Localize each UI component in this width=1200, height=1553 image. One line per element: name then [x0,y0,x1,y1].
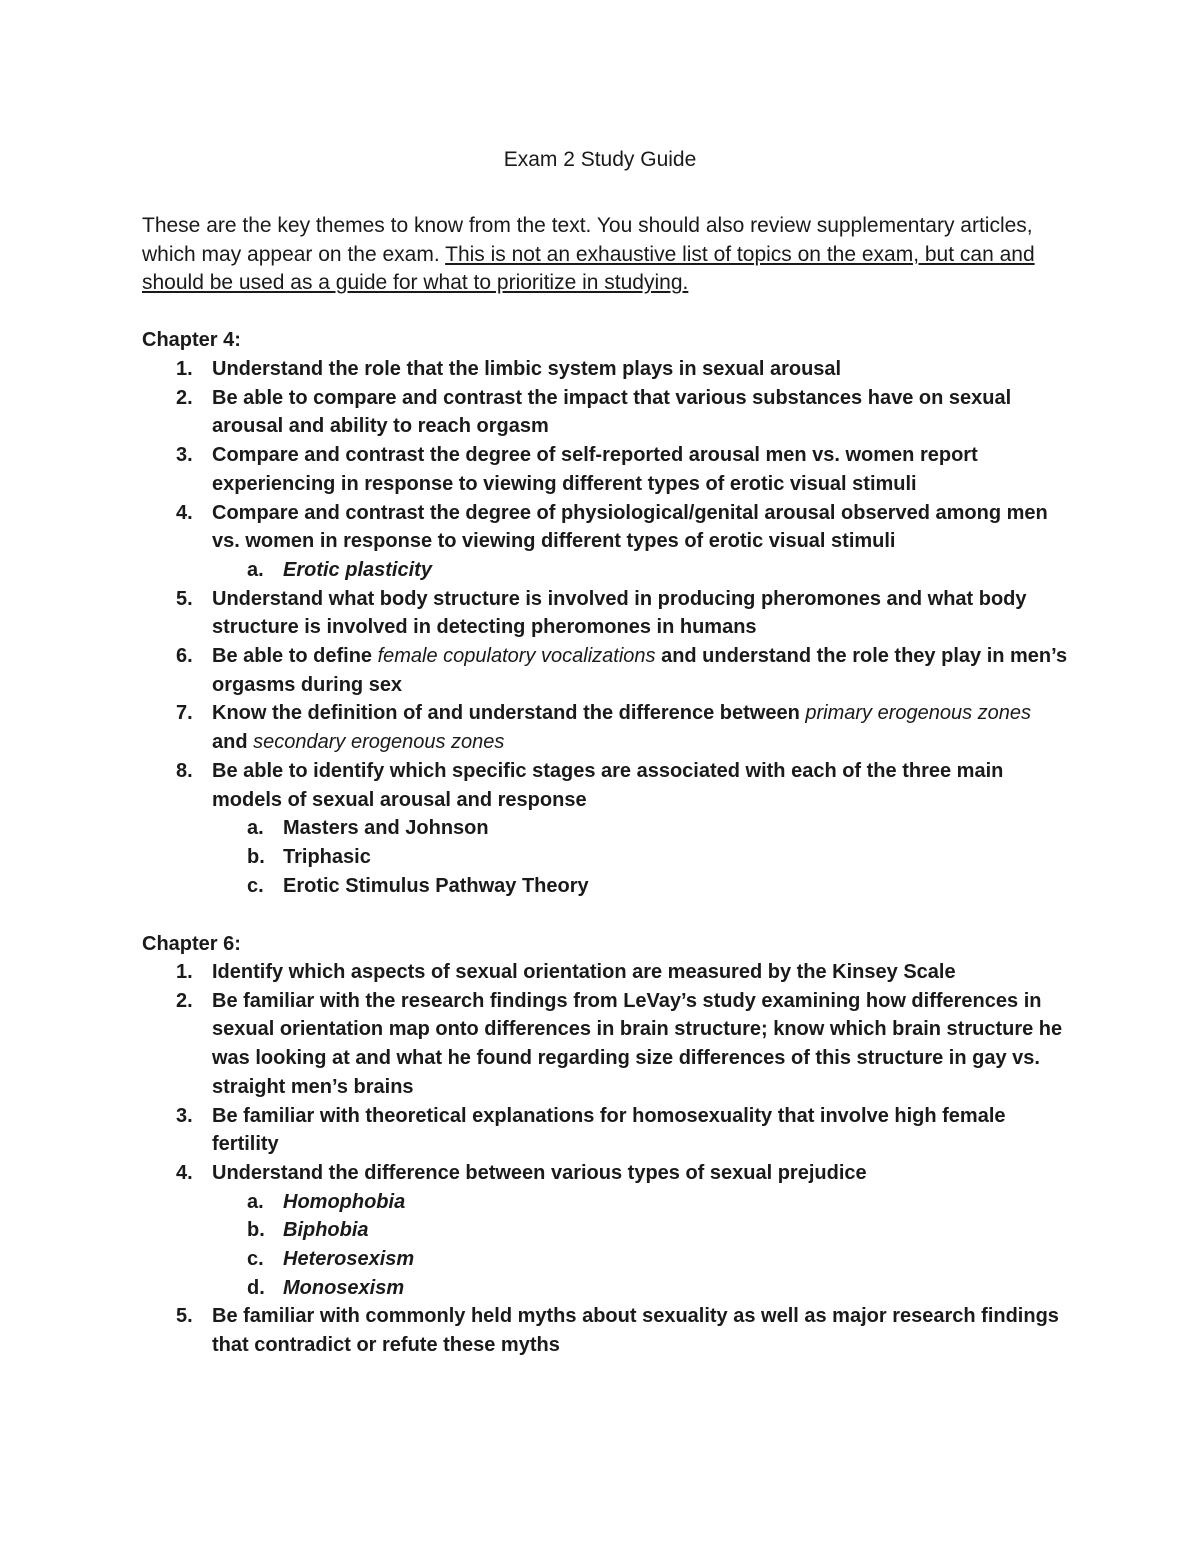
item-text-part: and [212,731,254,754]
item-text: Masters and Johnson [283,817,489,840]
item-text: Understand the difference between various types of sexual prejudice [212,1161,867,1184]
item-text: Erotic Stimulus Pathway Theory [283,874,589,897]
sub-list-item [142,872,1072,901]
item-text: Be familiar with theoretical explanations for homosexuality that involve high female fertility [212,1104,1006,1156]
item-text: Monosexism [283,1276,405,1299]
item-text: Erotic plasticity [283,558,432,581]
list-item [142,757,1072,814]
item-text: Compare and contrast the degree of self-reported arousal men vs. women report experiencing in response to viewing different types of erotic visual stimuli [212,444,978,495]
item-number: 8. [176,759,193,782]
list-item [142,987,1072,1102]
sub-list-item [142,1188,1072,1217]
item-text: Understand what body structure is involved in producing pheromones and what body structure is involved in detecting pheromones in humans [212,587,1027,639]
item-text: Understand the role that the limbic system plays in sexual arousal [212,358,842,380]
item-letter: c. [247,874,264,897]
item-text: Be familiar with commonly held myths about sexuality as well as major research findings that contradict or refute these myths [212,1305,1059,1357]
intro-text: These are the key themes to know from the text. You should also review supplementary articles, which may appear on the exam. [142,214,1033,266]
item-number: 7. [176,702,193,725]
intro-underlined-text: This is not an exhaustive list of topics on the exam, but can and should be used as a guide for what to prioritize in studying. [142,242,1035,295]
sub-list-item [142,1245,1072,1274]
intro-paragraph [142,212,1062,298]
item-text: Triphasic [283,845,371,868]
chapter-4-heading: Chapter 4: [142,329,241,351]
item-number: 3. [176,444,193,467]
item-number: 4. [176,1161,193,1184]
item-number: 4. [176,501,193,524]
item-text-part: Be able to define [212,645,378,668]
list-item [142,441,1072,498]
item-term: secondary erogenous zones [253,731,505,754]
chapter-6-list [142,958,1072,1360]
item-number: 6. [176,645,193,668]
sub-list-item [142,814,1072,843]
item-text-part: and understand the role they play in men’s orgasms during sex [212,645,1068,696]
item-number: 2. [176,989,193,1012]
item-number: 5. [176,587,193,610]
list-item [142,384,1072,441]
item-letter: a. [247,558,264,581]
list-item [142,1102,1072,1159]
item-text [212,702,1031,753]
list-item [142,1159,1072,1188]
item-number: 1. [176,358,193,380]
item-text-part: Know the definition of and understand the difference between [212,702,806,725]
item-number: 3. [176,1104,193,1127]
item-text [212,645,1067,696]
item-letter: a. [247,1190,264,1213]
list-item [142,958,1072,987]
item-letter: b. [247,1219,265,1242]
item-text: Be familiar with the research findings from LeVay’s study examining how differences in sexual orientation map onto differences in brain structure; know which brain structure he was looking at and what he found regarding size differences of this structure in gay vs. straight men’s brains [212,989,1063,1098]
item-letter: a. [247,817,264,840]
list-item [142,499,1072,556]
item-number: 5. [176,1305,193,1328]
item-text: Be able to compare and contrast the impact that various substances have on sexual arousal and ability to reach orgasm [212,386,1012,438]
item-text: Identify which aspects of sexual orientation are measured by the Kinsey Scale [212,961,956,983]
chapter-4-list [142,355,1072,900]
item-text: Homophobia [283,1190,406,1213]
item-text: Biphobia [283,1219,369,1242]
list-item [142,585,1072,642]
item-text: Heterosexism [283,1248,415,1271]
sub-list-item [142,1216,1072,1245]
item-number: 2. [176,386,193,409]
list-item [142,1302,1072,1359]
chapter-6-heading: Chapter 6: [142,933,241,955]
list-item [142,699,1072,756]
item-letter: b. [247,845,265,868]
sub-list-item [142,556,1072,585]
list-item [142,355,1072,384]
item-number: 1. [176,961,193,983]
item-text: Compare and contrast the degree of physiological/genital arousal observed among men vs. women in response to viewing different types of erotic visual stimuli [212,501,1048,553]
item-term: female copulatory vocalizations [377,645,656,668]
sub-list-item [142,1274,1072,1303]
sub-list-item [142,843,1072,872]
item-letter: d. [247,1276,265,1299]
document-title: Exam 2 Study Guide [503,148,697,171]
item-term: primary erogenous zones [805,702,1032,725]
item-letter: c. [247,1248,264,1271]
list-item [142,642,1072,699]
item-text: Be able to identify which specific stages are associated with each of the three main models of sexual arousal and response [212,759,1004,811]
